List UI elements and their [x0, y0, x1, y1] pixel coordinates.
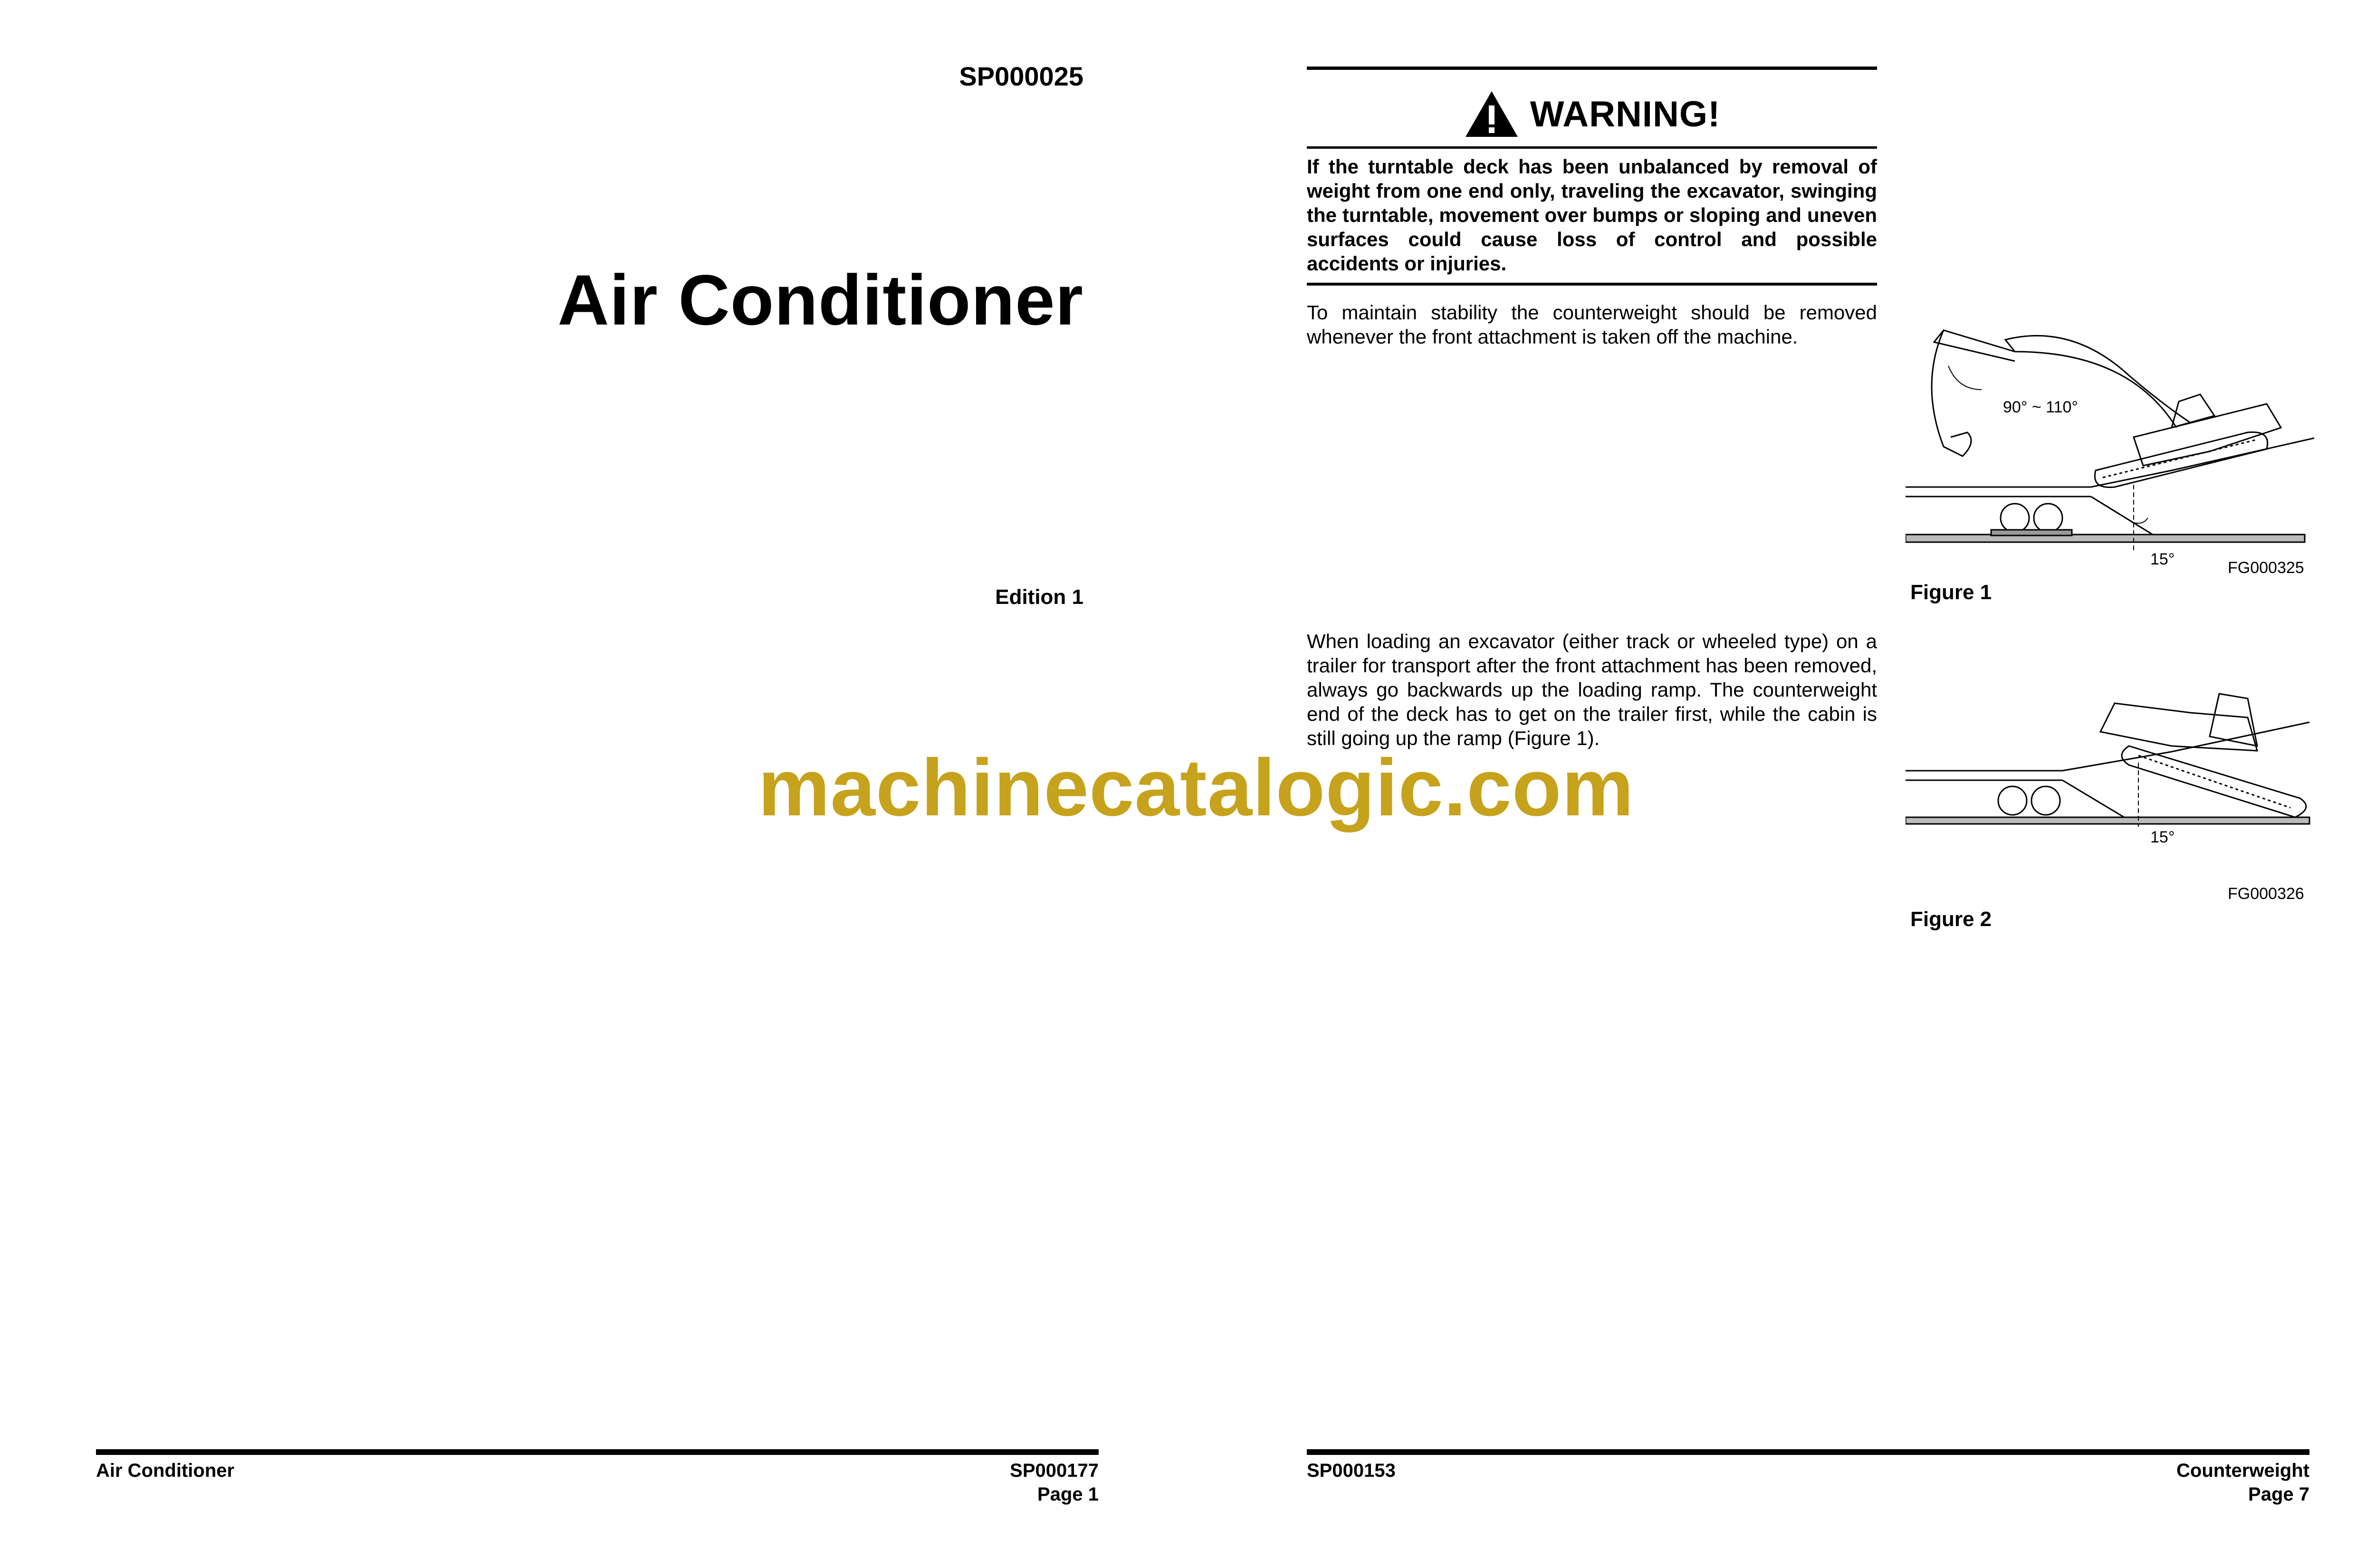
figure-2-caption: Figure 2: [1910, 908, 1992, 931]
left-footer-title: Air Conditioner: [96, 1460, 235, 1481]
right-footer-title: Counterweight: [2176, 1460, 2309, 1481]
edition-label: Edition 1: [995, 585, 1083, 609]
figure-1-excavator-on-ramp: [1906, 314, 2314, 580]
right-footer-code: SP000153: [1307, 1460, 1396, 1481]
right-footer-page-number: Page 7: [2248, 1484, 2309, 1505]
figure-1-caption: Figure 1: [1910, 581, 1992, 604]
warning-top-rule: [1307, 67, 1877, 70]
watermark-text: machinecatalogic.com: [758, 743, 1634, 833]
figure-1-ramp-angle-label: 15°: [2150, 550, 2175, 568]
warning-heading: [1307, 86, 1877, 143]
figure-1-code: FG000325: [2228, 559, 2304, 577]
left-footer-page-number: Page 1: [1037, 1484, 1099, 1505]
left-footer-rule: [96, 1449, 1099, 1455]
left-footer-code: SP000177: [1010, 1460, 1099, 1481]
figure-2-code: FG000326: [2228, 885, 2304, 903]
warning-heading-text: WARNING!: [1530, 94, 1721, 134]
page-title: Air Conditioner: [557, 260, 1083, 340]
figure-1-boom-angle-label: 90° ~ 110°: [2003, 398, 2078, 416]
document-code: SP000025: [959, 61, 1083, 91]
warning-triangle-icon: [1464, 89, 1520, 139]
warning-bottom-rule: [1307, 283, 1877, 286]
figure-2-ramp-angle-label: 15°: [2150, 828, 2175, 846]
right-footer-rule: [1307, 1449, 2309, 1455]
paragraph-loading: When loading an excavator (either track or wheeled type) on a trailer for transport after the front attachment has been removed, always go backwards up the loading ramp. The counterweight end of the deck has to get on the trailer first, while the cabin is still going up the ramp (Figure 1).: [1307, 630, 1877, 749]
warning-mid-rule: [1307, 146, 1877, 149]
warning-body: If the turntable deck has been unbalanced by removal of weight from one end only, traveling the excavator, swinging the turntable, movement over bumps or sloping and uneven surfaces could cause loss of control and possible accidents or injuries.: [1307, 155, 1877, 275]
paragraph-stability: To maintain stability the counterweight should be removed whenever the front attachment is taken off the machine.: [1307, 301, 1877, 348]
